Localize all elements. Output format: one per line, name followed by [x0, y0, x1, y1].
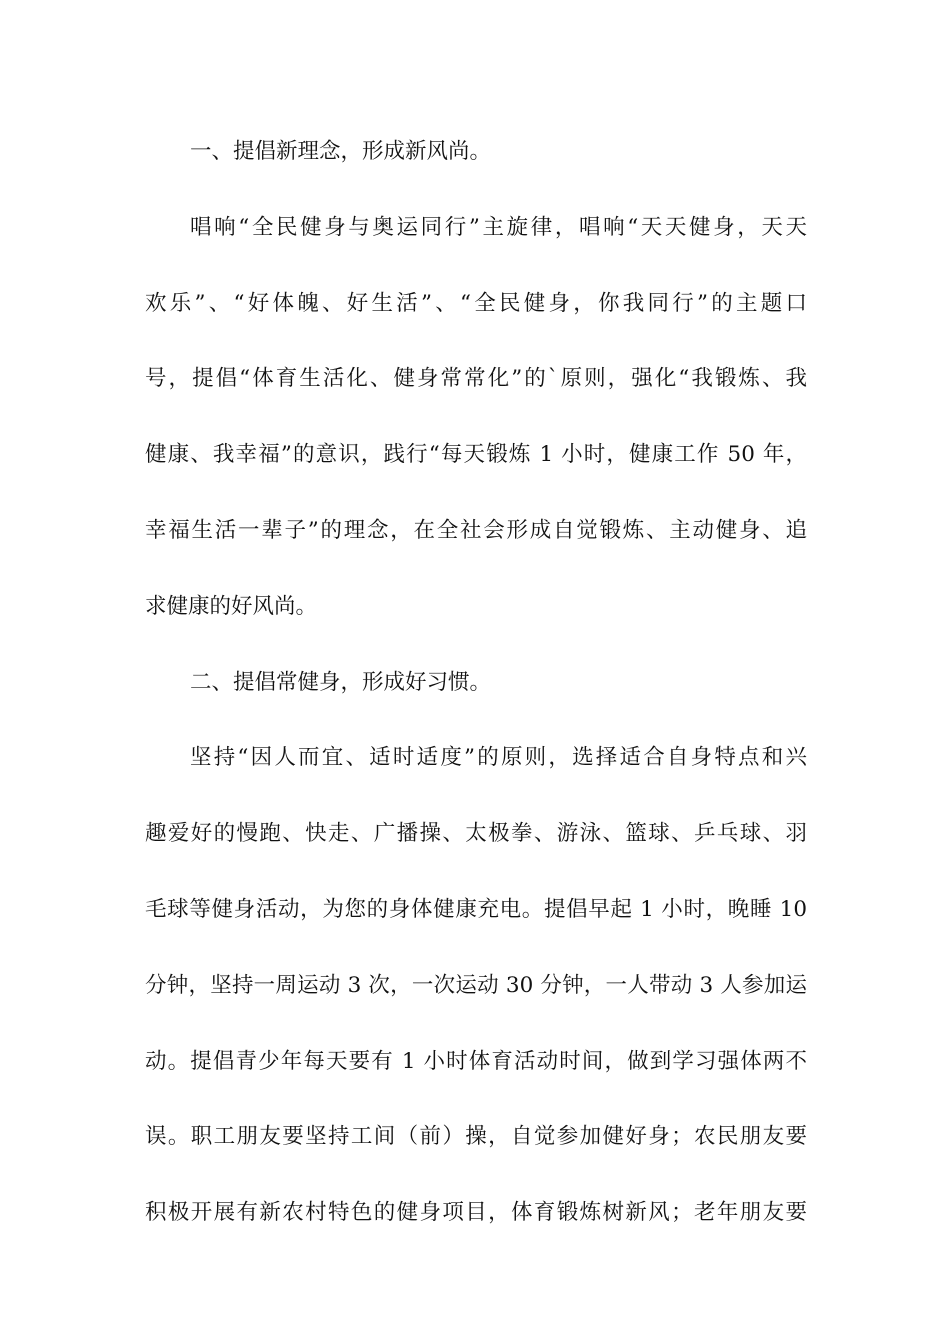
paragraph-line: 求健康的好风尚。 — [145, 593, 318, 619]
paragraph-line: 幸福生活一辈子”的理念，在全社会形成自觉锻炼、主动健身、追 — [145, 517, 807, 543]
paragraph-line: 误。职工朋友要坚持工间（前）操，自觉参加健好身；农民朋友要 — [145, 1124, 807, 1150]
paragraph-line: 毛球等健身活动，为您的身体健康充电。提倡早起 1 小时，晚睡 10 — [145, 896, 807, 922]
paragraph-line: 坚持“因人而宜、适时适度”的原则，选择适合自身特点和兴 — [190, 745, 807, 771]
section-heading-1: 一、提倡新理念，形成新风尚。 — [190, 139, 492, 164]
paragraph-line: 动。提倡青少年每天要有 1 小时体育活动时间，做到学习强体两不 — [145, 1048, 807, 1074]
paragraph-line: 趣爱好的慢跑、快走、广播操、太极拳、游泳、篮球、乒乓球、羽 — [145, 821, 807, 847]
paragraph-line: 积极开展有新农村特色的健身项目，体育锻炼树新风；老年朋友要 — [145, 1200, 807, 1226]
paragraph-line: 分钟，坚持一周运动 3 次，一次运动 30 分钟，一人带动 3 人参加运 — [145, 972, 807, 998]
paragraph-line: 欢乐”、“好体魄、好生活”、“全民健身，你我同行”的主题口 — [145, 290, 807, 316]
document-body — [145, 128, 807, 1265]
paragraph-line: 唱响“全民健身与奥运同行”主旋律，唱响“天天健身，天天 — [190, 214, 807, 240]
paragraph-line: 健康、我幸福”的意识，践行“每天锻炼 1 小时，健康工作 50 年， — [145, 442, 807, 468]
section-heading-2: 二、提倡常健身，形成好习惯。 — [190, 669, 492, 695]
paragraph-line: 号，提倡“体育生活化、健身常常化”的`原则，强化“我锻炼、我 — [145, 366, 807, 392]
